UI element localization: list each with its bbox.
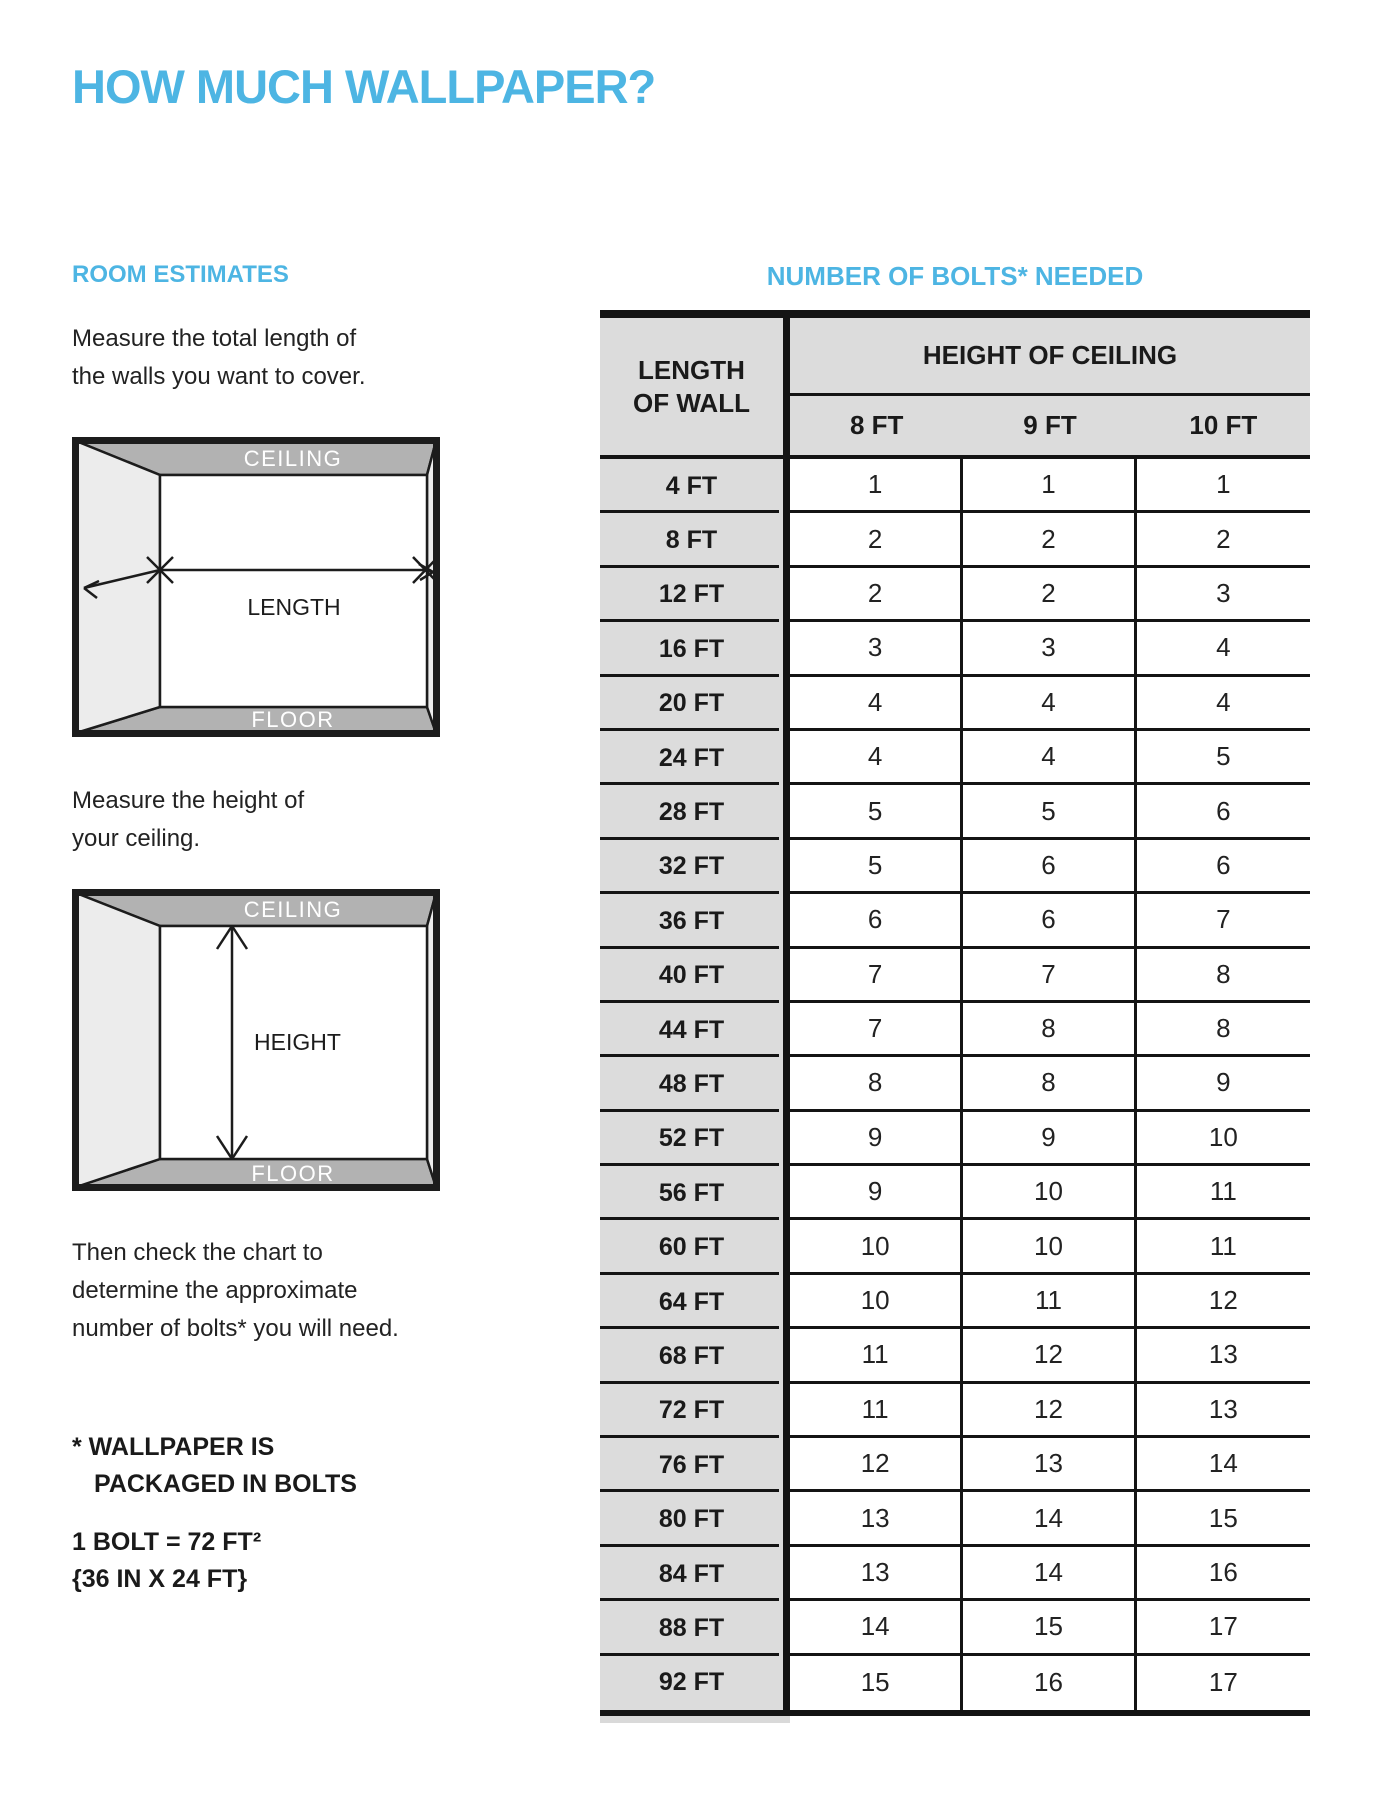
row-group-header-line: OF WALL — [633, 387, 750, 418]
table-divider — [783, 1003, 790, 1057]
table-row — [600, 1003, 1310, 1057]
page-title: HOW MUCH WALLPAPER? — [72, 60, 656, 113]
bolts-value-cell: 13 — [790, 1492, 963, 1546]
bolts-value-cell: 13 — [1137, 1329, 1310, 1383]
wall-length-cell: 80 FT — [600, 1492, 783, 1546]
table-footer-stub — [600, 1716, 790, 1723]
bolts-value-cell: 12 — [790, 1438, 963, 1492]
table-row — [600, 785, 1310, 839]
bolts-value-cell: 15 — [963, 1601, 1136, 1655]
bolts-value-cell: 12 — [963, 1329, 1136, 1383]
column-group-header: HEIGHT OF CEILING — [790, 318, 1310, 396]
table-row — [600, 840, 1310, 894]
footnote-line: * WALLPAPER IS — [72, 1433, 275, 1461]
bolts-value-cell: 3 — [963, 622, 1136, 676]
table-body — [600, 459, 1310, 1710]
table-row — [600, 677, 1310, 731]
bolt-definition-line: {36 IN X 24 FT} — [72, 1565, 248, 1593]
bolts-value-cell: 7 — [790, 949, 963, 1003]
table-row — [600, 568, 1310, 622]
table-divider — [783, 677, 790, 731]
bolts-value-cell: 15 — [790, 1656, 963, 1710]
footnote-wallpaper-bolts — [72, 1429, 357, 1503]
column-header-10ft: 10 FT — [1137, 396, 1310, 455]
bolts-value-cell: 14 — [790, 1601, 963, 1655]
table-row — [600, 1057, 1310, 1111]
table-divider — [783, 1329, 790, 1383]
wall-length-cell: 4 FT — [600, 459, 783, 513]
table-row — [600, 1492, 1310, 1546]
bolts-value-cell: 8 — [963, 1057, 1136, 1111]
bolts-value-cell: 8 — [963, 1003, 1136, 1057]
bolts-value-cell: 13 — [963, 1438, 1136, 1492]
bolts-value-cell: 3 — [1137, 568, 1310, 622]
table-divider — [783, 1438, 790, 1492]
bolts-value-cell: 10 — [790, 1275, 963, 1329]
wall-length-cell: 60 FT — [600, 1220, 783, 1274]
wall-length-cell: 76 FT — [600, 1438, 783, 1492]
bolts-value-cell: 2 — [790, 513, 963, 567]
bolts-value-cell: 4 — [963, 677, 1136, 731]
wall-length-cell: 28 FT — [600, 785, 783, 839]
height-label: HEIGHT — [254, 1029, 341, 1055]
instruction-line: your ceiling. — [72, 825, 201, 852]
column-header-8ft: 8 FT — [790, 396, 963, 455]
bolts-value-cell: 10 — [790, 1220, 963, 1274]
bolts-value-cell: 5 — [790, 785, 963, 839]
bolts-value-cell: 6 — [963, 840, 1136, 894]
wall-length-cell: 16 FT — [600, 622, 783, 676]
table-divider — [783, 513, 790, 567]
bolts-value-cell: 2 — [963, 513, 1136, 567]
bolts-value-cell: 9 — [790, 1112, 963, 1166]
table-divider — [783, 1112, 790, 1166]
bolts-value-cell: 16 — [963, 1656, 1136, 1710]
bolts-value-cell: 1 — [790, 459, 963, 513]
table-row — [600, 949, 1310, 1003]
bolts-value-cell: 11 — [790, 1384, 963, 1438]
bolts-value-cell: 4 — [790, 731, 963, 785]
bolts-value-cell: 14 — [963, 1492, 1136, 1546]
bolts-value-cell: 6 — [790, 894, 963, 948]
wall-length-cell: 72 FT — [600, 1384, 783, 1438]
table-divider — [783, 1656, 790, 1710]
wall-length-cell: 48 FT — [600, 1057, 783, 1111]
table-row — [600, 894, 1310, 948]
instruction-measure-length — [72, 320, 365, 396]
length-label: LENGTH — [247, 594, 341, 620]
bolts-value-cell: 2 — [963, 568, 1136, 622]
table-row — [600, 622, 1310, 676]
wall-length-cell: 44 FT — [600, 1003, 783, 1057]
wall-length-cell: 36 FT — [600, 894, 783, 948]
bolts-value-cell: 8 — [1137, 1003, 1310, 1057]
instruction-measure-height — [72, 782, 304, 858]
footnote-line: PACKAGED IN BOLTS — [94, 1470, 357, 1498]
table-row — [600, 1384, 1310, 1438]
bolt-definition-line: 1 BOLT = 72 FT² — [72, 1528, 262, 1556]
table-divider — [783, 318, 790, 455]
bolts-value-cell: 10 — [1137, 1112, 1310, 1166]
bolt-definition — [72, 1524, 261, 1598]
bolts-value-cell: 16 — [1137, 1547, 1310, 1601]
bolts-value-cell: 6 — [1137, 785, 1310, 839]
bolts-value-cell: 17 — [1137, 1601, 1310, 1655]
table-row — [600, 1601, 1310, 1655]
wall-length-cell: 56 FT — [600, 1166, 783, 1220]
table-divider — [783, 894, 790, 948]
bolts-value-cell: 14 — [1137, 1438, 1310, 1492]
table-divider — [783, 1547, 790, 1601]
bolts-value-cell: 4 — [1137, 677, 1310, 731]
table-divider — [783, 459, 790, 513]
instruction-line: Measure the total length of — [72, 325, 357, 352]
row-group-header — [600, 318, 783, 455]
table-heading: NUMBER OF BOLTS* NEEDED — [766, 261, 1144, 291]
table-divider — [783, 1166, 790, 1220]
wall-length-cell: 64 FT — [600, 1275, 783, 1329]
bolts-value-cell: 11 — [1137, 1166, 1310, 1220]
wall-length-cell: 40 FT — [600, 949, 783, 1003]
section-heading-room-estimates: ROOM ESTIMATES — [72, 261, 289, 288]
bolts-value-cell: 10 — [963, 1220, 1136, 1274]
bolts-value-cell: 4 — [1137, 622, 1310, 676]
table-row — [600, 731, 1310, 785]
room-height-diagram — [72, 889, 440, 1191]
bolts-table — [600, 310, 1310, 1723]
wall-length-cell: 68 FT — [600, 1329, 783, 1383]
bolts-value-cell: 5 — [1137, 731, 1310, 785]
bolts-value-cell: 13 — [1137, 1384, 1310, 1438]
bolts-value-cell: 9 — [1137, 1057, 1310, 1111]
table-divider — [783, 1057, 790, 1111]
instruction-line: the walls you want to cover. — [72, 363, 366, 390]
wall-length-cell: 32 FT — [600, 840, 783, 894]
table-row — [600, 1112, 1310, 1166]
table-top-border — [600, 310, 1310, 318]
wall-length-cell: 20 FT — [600, 677, 783, 731]
bolts-value-cell: 1 — [963, 459, 1136, 513]
back-wall-panel — [160, 475, 427, 707]
bolts-value-cell: 12 — [1137, 1275, 1310, 1329]
bolts-value-cell: 2 — [790, 568, 963, 622]
bolts-value-cell: 17 — [1137, 1656, 1310, 1710]
instruction-line: number of bolts* you will need. — [72, 1315, 399, 1342]
instruction-line: determine the approximate — [72, 1277, 358, 1304]
wall-length-cell: 92 FT — [600, 1656, 783, 1710]
table-divider — [783, 1601, 790, 1655]
row-group-header-line: LENGTH — [638, 354, 745, 385]
table-divider — [783, 1275, 790, 1329]
table-divider — [783, 622, 790, 676]
bolts-value-cell: 6 — [1137, 840, 1310, 894]
table-row — [600, 1547, 1310, 1601]
bolts-value-cell: 11 — [790, 1329, 963, 1383]
ceiling-label: CEILING — [243, 446, 343, 471]
room-length-diagram — [72, 437, 440, 737]
ceiling-label: CEILING — [243, 897, 343, 922]
wall-length-cell: 24 FT — [600, 731, 783, 785]
bolts-value-cell: 12 — [963, 1384, 1136, 1438]
table-row — [600, 459, 1310, 513]
table-row — [600, 1275, 1310, 1329]
table-divider — [783, 731, 790, 785]
bolts-value-cell: 5 — [963, 785, 1136, 839]
bolts-value-cell: 10 — [963, 1166, 1136, 1220]
bolts-value-cell: 11 — [963, 1275, 1136, 1329]
bolts-value-cell: 7 — [1137, 894, 1310, 948]
bolts-value-cell: 4 — [963, 731, 1136, 785]
bolts-value-cell: 2 — [1137, 513, 1310, 567]
table-divider — [783, 568, 790, 622]
instruction-line: Then check the chart to — [72, 1239, 323, 1266]
wall-length-cell: 52 FT — [600, 1112, 783, 1166]
table-divider — [783, 1492, 790, 1546]
table-divider — [783, 1220, 790, 1274]
instruction-check-chart — [72, 1234, 399, 1348]
table-row — [600, 1438, 1310, 1492]
bolts-value-cell: 6 — [963, 894, 1136, 948]
wall-length-cell: 12 FT — [600, 568, 783, 622]
bolts-value-cell: 4 — [790, 677, 963, 731]
bolts-value-cell: 7 — [963, 949, 1136, 1003]
instruction-line: Measure the height of — [72, 787, 305, 814]
bolts-value-cell: 9 — [790, 1166, 963, 1220]
bolts-value-cell: 5 — [790, 840, 963, 894]
bolts-value-cell: 13 — [790, 1547, 963, 1601]
table-divider — [783, 785, 790, 839]
wall-length-cell: 88 FT — [600, 1601, 783, 1655]
table-divider — [783, 840, 790, 894]
floor-label: FLOOR — [251, 1161, 335, 1186]
table-header — [600, 318, 1310, 455]
column-header-9ft: 9 FT — [963, 396, 1136, 455]
table-divider — [783, 1384, 790, 1438]
bolts-value-cell: 1 — [1137, 459, 1310, 513]
table-row — [600, 1166, 1310, 1220]
floor-label: FLOOR — [251, 707, 335, 732]
table-divider — [783, 949, 790, 1003]
wall-length-cell: 8 FT — [600, 513, 783, 567]
bolts-value-cell: 8 — [790, 1057, 963, 1111]
table-row — [600, 1656, 1310, 1710]
table-row — [600, 1220, 1310, 1274]
bolts-value-cell: 8 — [1137, 949, 1310, 1003]
left-wall-panel — [76, 893, 160, 1187]
table-row — [600, 513, 1310, 567]
bolts-value-cell: 11 — [1137, 1220, 1310, 1274]
wall-length-cell: 84 FT — [600, 1547, 783, 1601]
bolts-value-cell: 3 — [790, 622, 963, 676]
bolts-value-cell: 14 — [963, 1547, 1136, 1601]
table-row — [600, 1329, 1310, 1383]
bolts-value-cell: 15 — [1137, 1492, 1310, 1546]
bolts-value-cell: 7 — [790, 1003, 963, 1057]
bolts-value-cell: 9 — [963, 1112, 1136, 1166]
